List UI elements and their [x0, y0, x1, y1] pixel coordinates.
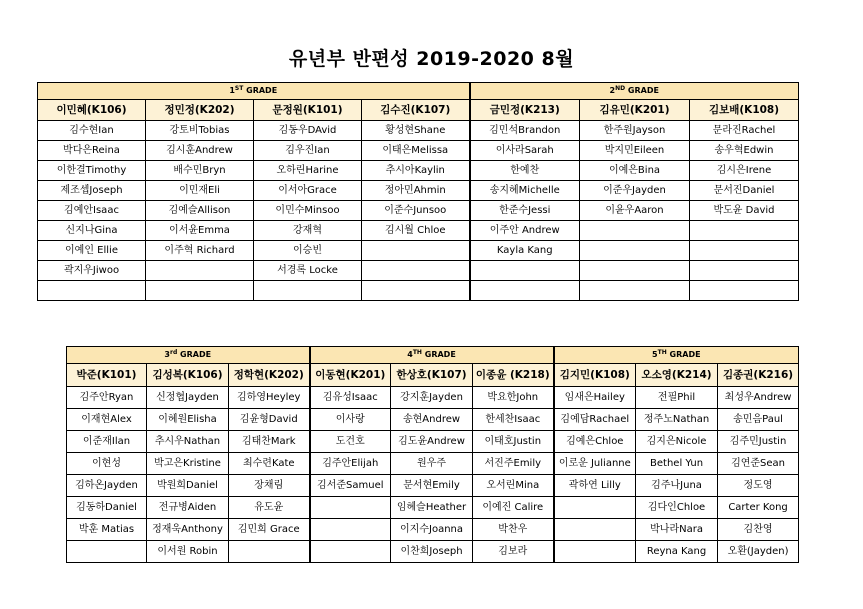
teacher-name: 문정원(K101)	[254, 100, 362, 121]
student-cell: 이윤우Aaron	[580, 201, 690, 221]
student-cell: 김동우DAvid	[254, 121, 362, 141]
student-cell	[67, 541, 147, 563]
student-cell: 이혜원Elisha	[147, 409, 229, 431]
student-cell	[146, 281, 254, 301]
student-cell: 도건호	[310, 431, 391, 453]
student-cell: 김예안Isaac	[38, 201, 146, 221]
student-cell: 박도윤 David	[690, 201, 799, 221]
student-cell: 이서아Grace	[254, 181, 362, 201]
student-cell: 오환(Jayden)	[718, 541, 799, 563]
student-cell	[580, 261, 690, 281]
student-cell: 서경록 Locke	[254, 261, 362, 281]
student-cell: 문서현Emily	[391, 475, 473, 497]
student-cell: 김수현Ian	[38, 121, 146, 141]
student-cell: 이서윤Emma	[146, 221, 254, 241]
student-cell: 이예인 Ellie	[38, 241, 146, 261]
grade-header: 5TH GRADE	[554, 347, 799, 364]
student-cell: 이민재Eli	[146, 181, 254, 201]
student-cell: 이주안 Andrew	[470, 221, 580, 241]
student-cell: 이사라Sarah	[470, 141, 580, 161]
student-cell: 송지혜Michelle	[470, 181, 580, 201]
student-row	[67, 453, 799, 475]
teacher-name: 한상호(K107)	[391, 364, 473, 387]
student-row	[38, 181, 799, 201]
student-cell: 이찬희Joseph	[391, 541, 473, 563]
student-row	[38, 281, 799, 301]
student-cell	[310, 541, 391, 563]
student-row	[38, 141, 799, 161]
student-cell: 강토비Tobias	[146, 121, 254, 141]
student-cell: 최성우Andrew	[718, 387, 799, 409]
student-row	[67, 519, 799, 541]
student-cell: 김시은Irene	[690, 161, 799, 181]
student-cell: 김민석Brandon	[470, 121, 580, 141]
student-cell	[229, 541, 310, 563]
student-cell: 박찬우	[473, 519, 554, 541]
student-cell: 김찬영	[718, 519, 799, 541]
student-cell: 오서린Mina	[473, 475, 554, 497]
student-cell	[310, 497, 391, 519]
student-cell: 박지민Eileen	[580, 141, 690, 161]
student-row	[38, 201, 799, 221]
teacher-name: 금민정(K213)	[470, 100, 580, 121]
student-cell: 송현Andrew	[391, 409, 473, 431]
student-cell	[690, 221, 799, 241]
student-cell: Carter Kong	[718, 497, 799, 519]
student-cell: 김예담Rachael	[554, 409, 636, 431]
student-cell: 한준수Jessi	[470, 201, 580, 221]
student-cell	[38, 281, 146, 301]
teacher-row	[67, 364, 799, 387]
student-cell: 김주안Elijah	[310, 453, 391, 475]
teacher-name: 김유민(K201)	[580, 100, 690, 121]
student-cell: 전규병Aiden	[147, 497, 229, 519]
student-cell: 배수민Bryn	[146, 161, 254, 181]
student-cell: 김다인Chloe	[636, 497, 718, 519]
student-cell: 문서진Daniel	[690, 181, 799, 201]
student-cell: 김태찬Mark	[229, 431, 310, 453]
student-cell: 이준재Ilan	[67, 431, 147, 453]
teacher-name: 김수진(K107)	[362, 100, 470, 121]
student-cell: 김윤형David	[229, 409, 310, 431]
student-cell: 이준수Junsoo	[362, 201, 470, 221]
student-cell	[362, 261, 470, 281]
student-cell: 박나라Nara	[636, 519, 718, 541]
student-cell: 이예진 Calire	[473, 497, 554, 519]
student-cell: 신정협Jayden	[147, 387, 229, 409]
student-cell: 한예찬	[470, 161, 580, 181]
teacher-name: 이동현(K201)	[310, 364, 391, 387]
student-cell: Bethel Yun	[636, 453, 718, 475]
student-cell: 정주노Nathan	[636, 409, 718, 431]
student-cell	[690, 261, 799, 281]
student-row	[67, 409, 799, 431]
student-cell: 한세찬Isaac	[473, 409, 554, 431]
student-cell: 이예은Bina	[580, 161, 690, 181]
student-row	[38, 121, 799, 141]
student-cell: 송우혁Edwin	[690, 141, 799, 161]
student-cell	[146, 261, 254, 281]
grade-1-2-roster-table	[37, 82, 799, 301]
student-cell: 강지훈Jayden	[391, 387, 473, 409]
teacher-name: 정학현(K202)	[229, 364, 310, 387]
student-cell: 김유성Isaac	[310, 387, 391, 409]
student-cell: 송민음Paul	[718, 409, 799, 431]
student-cell: 최수련Kate	[229, 453, 310, 475]
teacher-name: 김종권(K216)	[718, 364, 799, 387]
student-cell	[580, 281, 690, 301]
student-cell: 문라진Rachel	[690, 121, 799, 141]
student-cell: 서진주Emily	[473, 453, 554, 475]
student-row	[67, 497, 799, 519]
student-cell: 이서원 Robin	[147, 541, 229, 563]
grade-header-row	[67, 347, 799, 364]
grade-header: 2ND GRADE	[470, 83, 799, 100]
student-cell: 이한결Timothy	[38, 161, 146, 181]
teacher-name: 정민정(K202)	[146, 100, 254, 121]
student-row	[67, 387, 799, 409]
teacher-name: 이민혜(K106)	[38, 100, 146, 121]
student-cell: 유도윤	[229, 497, 310, 519]
student-cell: 김보라	[473, 541, 554, 563]
student-cell	[554, 541, 636, 563]
student-cell	[254, 281, 362, 301]
student-cell: 임혜슬Heather	[391, 497, 473, 519]
grade-3-5-roster-table	[66, 346, 799, 563]
student-cell: 이사랑	[310, 409, 391, 431]
student-cell: Reyna Kang	[636, 541, 718, 563]
student-cell: 정도영	[718, 475, 799, 497]
student-cell: 곽지우Jiwoo	[38, 261, 146, 281]
student-cell	[580, 241, 690, 261]
student-cell: 이지수Joanna	[391, 519, 473, 541]
student-cell: 김민희 Grace	[229, 519, 310, 541]
student-cell: 제조셉Joseph	[38, 181, 146, 201]
grade-header: 3rd GRADE	[67, 347, 310, 364]
student-cell: 한주원Jayson	[580, 121, 690, 141]
student-cell: 박요한John	[473, 387, 554, 409]
student-row	[38, 241, 799, 261]
student-cell: 이로운 Julianne	[554, 453, 636, 475]
student-cell	[690, 241, 799, 261]
teacher-name: 김성복(K106)	[147, 364, 229, 387]
student-cell: 김주민Justin	[718, 431, 799, 453]
student-cell: 김시월 Chloe	[362, 221, 470, 241]
student-cell: 김도윤Andrew	[391, 431, 473, 453]
student-cell: 추시우Nathan	[147, 431, 229, 453]
teacher-name: 오소영(K214)	[636, 364, 718, 387]
teacher-name: 이종윤 (K218)	[473, 364, 554, 387]
student-cell: 김우진Ian	[254, 141, 362, 161]
student-cell: 강재혁	[254, 221, 362, 241]
teacher-name: 김지민(K108)	[554, 364, 636, 387]
student-cell: 이현성	[67, 453, 147, 475]
student-cell	[470, 261, 580, 281]
student-row	[67, 541, 799, 563]
student-cell: 정아민Ahmin	[362, 181, 470, 201]
student-cell: 추시아Kaylin	[362, 161, 470, 181]
student-cell: 원우주	[391, 453, 473, 475]
student-cell: 오하린Harine	[254, 161, 362, 181]
student-cell	[362, 241, 470, 261]
student-row	[38, 221, 799, 241]
student-cell: 박훈 Matias	[67, 519, 147, 541]
grade-header: 4TH GRADE	[310, 347, 554, 364]
student-cell: 이태은Melissa	[362, 141, 470, 161]
student-cell: 전필Phil	[636, 387, 718, 409]
student-cell: 김동하Daniel	[67, 497, 147, 519]
student-cell	[690, 281, 799, 301]
student-cell: 신지나Gina	[38, 221, 146, 241]
student-cell: 이승빈	[254, 241, 362, 261]
student-cell: 김지은Nicole	[636, 431, 718, 453]
student-cell: 이주혁 Richard	[146, 241, 254, 261]
student-cell: 박원희Daniel	[147, 475, 229, 497]
student-cell: 김주안Ryan	[67, 387, 147, 409]
student-cell: Kayla Kang	[470, 241, 580, 261]
teacher-name: 김보배(K108)	[690, 100, 799, 121]
student-cell: 김서준Samuel	[310, 475, 391, 497]
student-cell: 김하영Heyley	[229, 387, 310, 409]
student-cell	[470, 281, 580, 301]
student-cell: 곽하연 Lilly	[554, 475, 636, 497]
grade-header-row	[38, 83, 799, 100]
student-cell	[310, 519, 391, 541]
student-row	[38, 161, 799, 181]
student-cell: 임새은Hailey	[554, 387, 636, 409]
student-row	[67, 431, 799, 453]
student-cell: 정재욱Anthony	[147, 519, 229, 541]
student-cell: 이재현Alex	[67, 409, 147, 431]
student-cell: 김예슬Allison	[146, 201, 254, 221]
page-title: 유년부 반편성 2019-2020 8월	[288, 48, 575, 70]
student-cell: 김예은Chloe	[554, 431, 636, 453]
student-cell: 김연준Sean	[718, 453, 799, 475]
student-cell	[362, 281, 470, 301]
student-row	[38, 261, 799, 281]
student-cell: 황성현Shane	[362, 121, 470, 141]
grade-header: 1ST GRADE	[38, 83, 470, 100]
student-cell: 이태호Justin	[473, 431, 554, 453]
student-cell: 이민수Minsoo	[254, 201, 362, 221]
teacher-name: 박준(K101)	[67, 364, 147, 387]
student-cell: 박고은Kristine	[147, 453, 229, 475]
student-cell	[554, 519, 636, 541]
student-cell: 김시훈Andrew	[146, 141, 254, 161]
student-cell: 박다은Reina	[38, 141, 146, 161]
student-cell: 김하온Jayden	[67, 475, 147, 497]
teacher-row	[38, 100, 799, 121]
student-cell: 장채림	[229, 475, 310, 497]
student-cell: 이준우Jayden	[580, 181, 690, 201]
student-cell	[580, 221, 690, 241]
student-row	[67, 475, 799, 497]
student-cell	[554, 497, 636, 519]
student-cell: 김주나Juna	[636, 475, 718, 497]
